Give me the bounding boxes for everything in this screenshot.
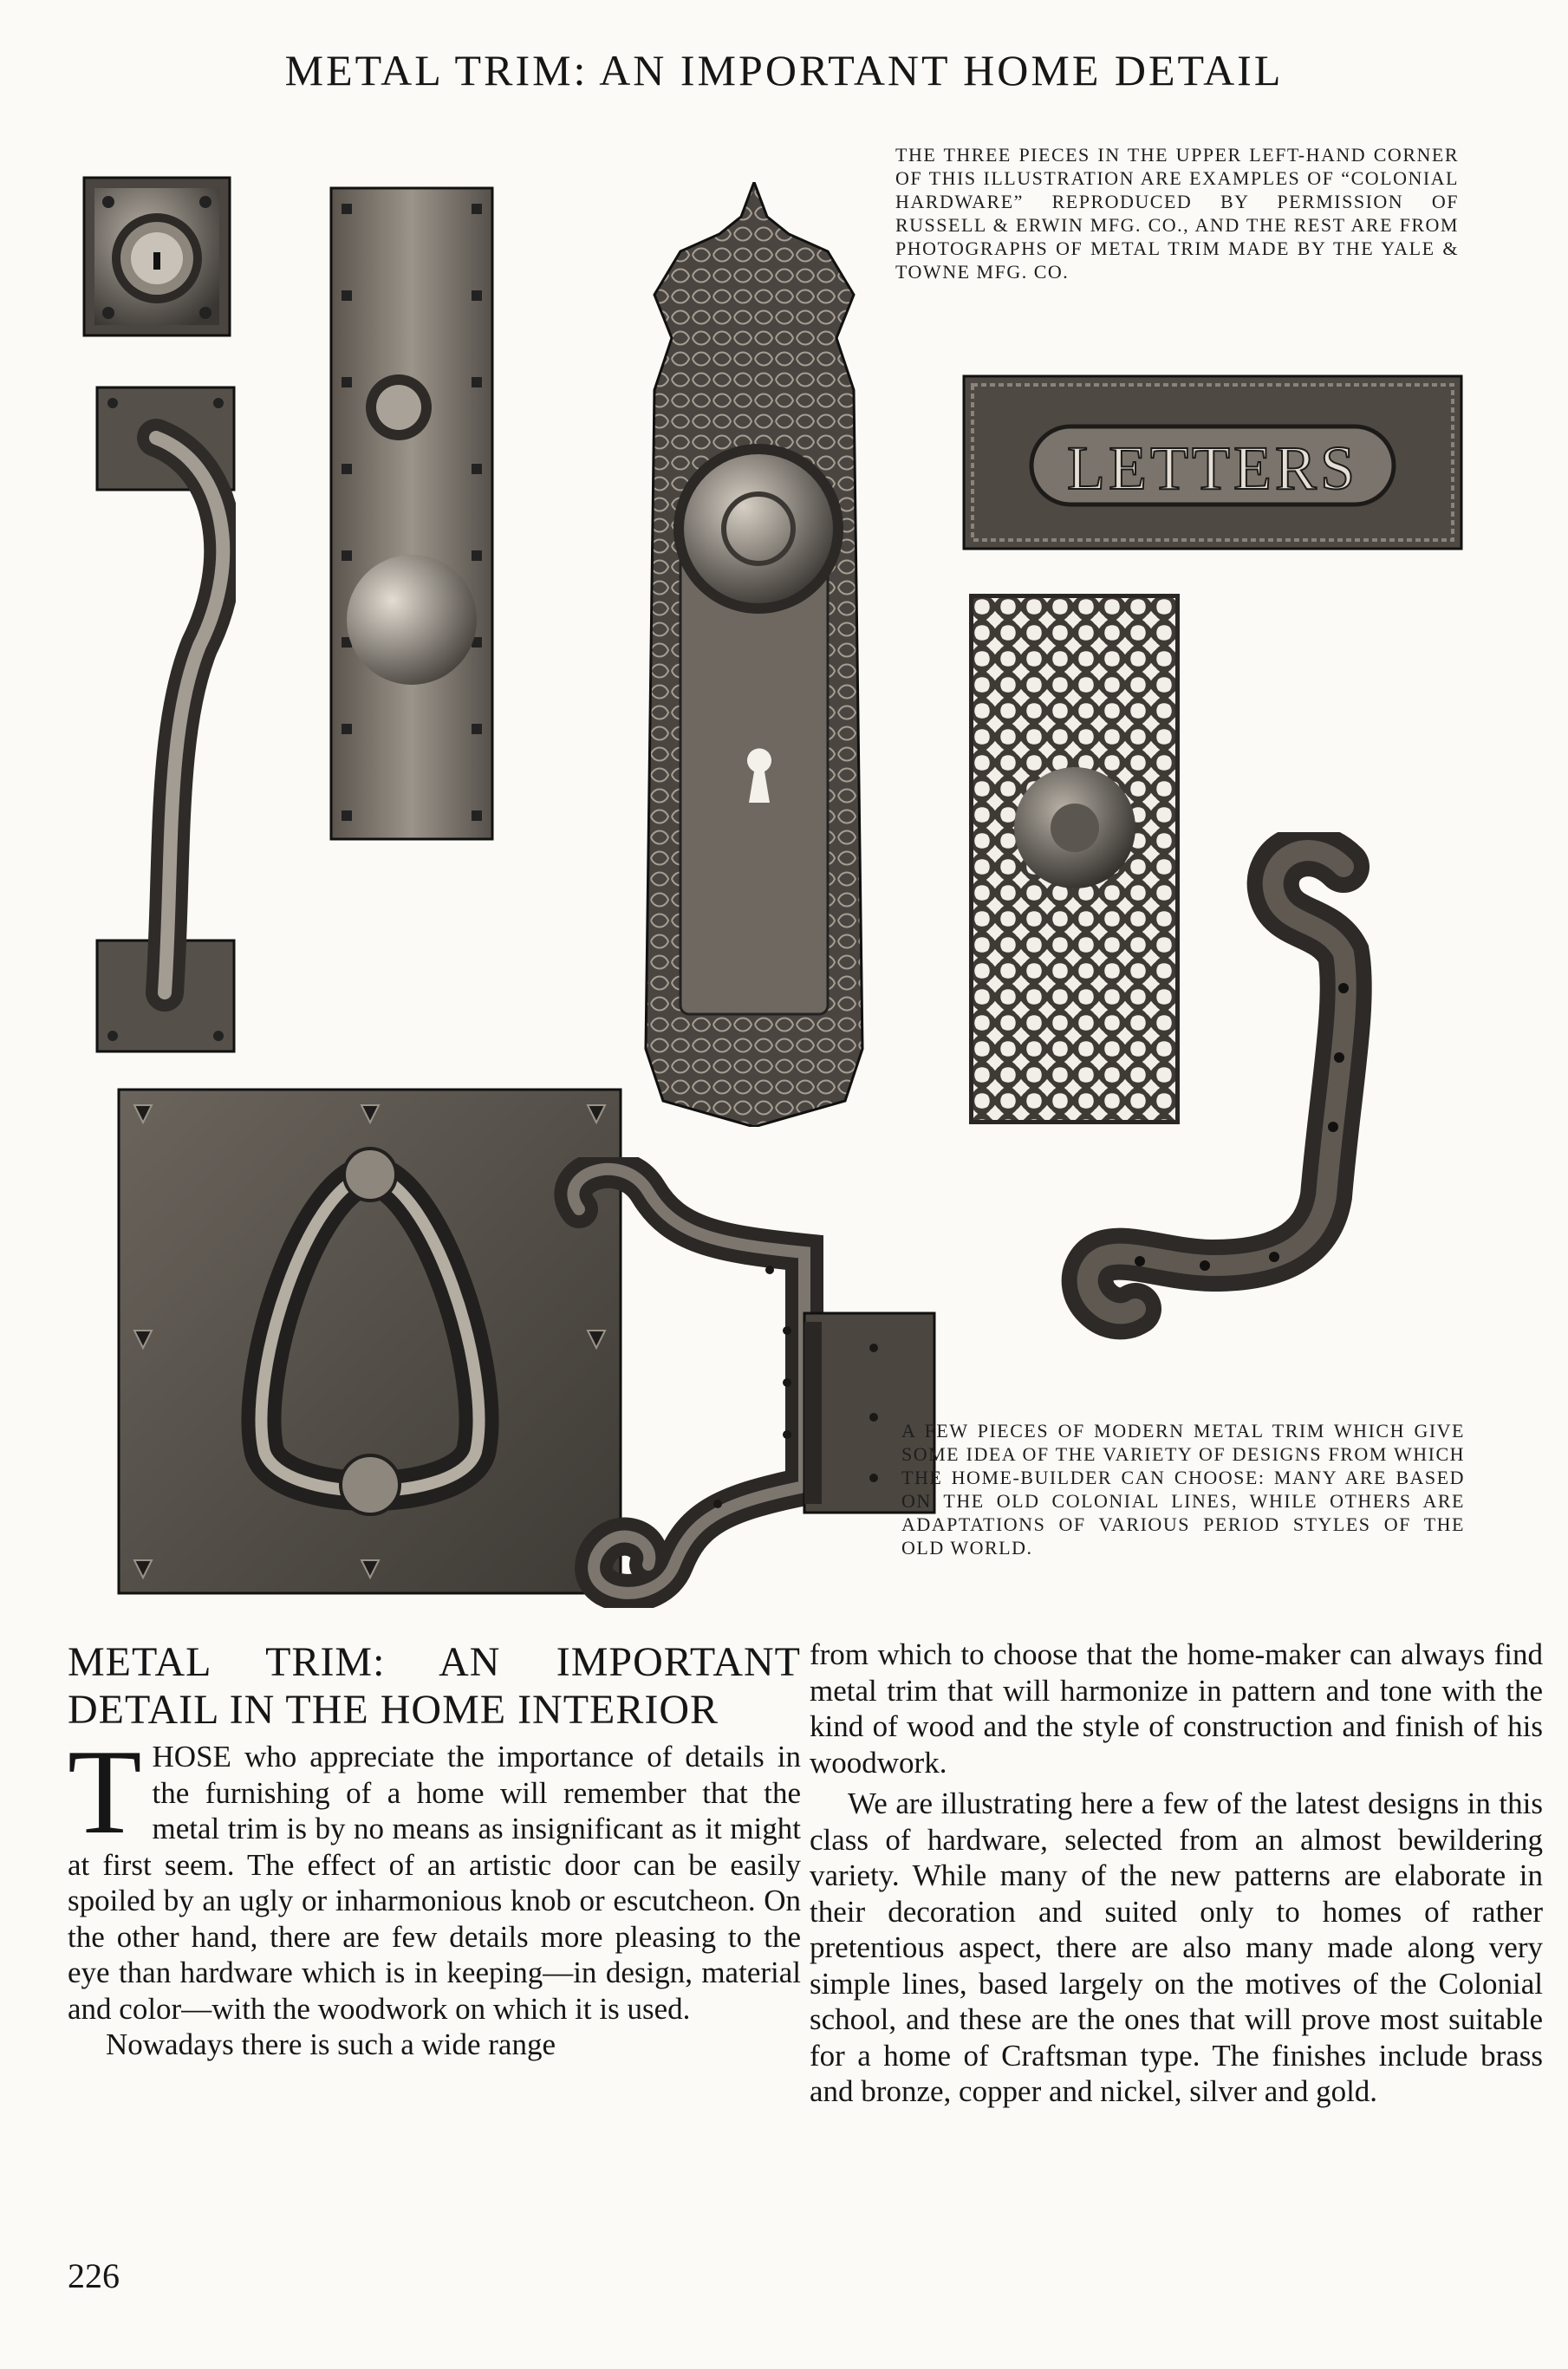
paragraph-one [68, 1725, 801, 2027]
lock-escutcheon-plate [82, 176, 231, 337]
paragraph-one-text: HOSE who appreciate the importance of details in the furnishing of a home will remember that the metal trim is by no means as insignificant as it might at first seem. The effect of an artistic door can be easily spoiled by an ugly or inharmonious knob or escutcheon. On the other hand, there are few details more pleasing to the eye than hardware which is in keeping—in design, material and color—with the woodwork on which it is used. [68, 1740, 801, 2026]
studded-door-plate-illustration [329, 186, 494, 841]
drop-cap: T [68, 1725, 142, 1859]
running-title: METAL TRIM: AN IMPORTANT HOME DETAIL [284, 46, 1284, 94]
letter-slot-illustration [962, 374, 1463, 550]
letters-label: LETTERS [1067, 433, 1358, 503]
top-caption: THE THREE PIECES IN THE UPPER LEFT-HAND CORNER OF THIS ILLUSTRATION ARE EXAMPLES OF “COLONIAL HARDWARE” REPRODUCED BY PERMISSION OF RUSSELL & ERWIN MFG. CO., AND THE REST ARE FROM PHOTOGRAPHS OF METAL TRIM MADE BY THE YALE & TOWNE MFG. CO. [895, 144, 1459, 283]
pull-handle-plate [95, 386, 236, 1053]
letter-slot-plate [962, 374, 1463, 550]
corner-bracket-plate [1057, 832, 1426, 1352]
article-left-column [68, 1638, 801, 2063]
lock-escutcheon-illustration [82, 176, 231, 337]
pull-handle-illustration [95, 386, 236, 1053]
article-right-column [810, 1637, 1543, 2110]
article-title: METAL TRIM: AN IMPORTANT DETAIL IN THE HOME INTERIOR [68, 1639, 801, 1733]
page-number: 226 [68, 2256, 120, 2295]
paragraph-three: We are illustrating here a few of the latest designs in this class of hardware, selected from an almost bewildering variety. While many of the new patterns are elaborate in their decoration and suited only to homes of rather pretentious aspect, there are also many made along very simple lines, based largely on the motives of the Colonial school, and these are the ones that will prove most suitable for a home of Craftsman type. The finishes include brass and bronze, copper and nickel, silver and gold. [810, 1787, 1543, 2108]
paragraph-two-continued: from which to choose that the home-maker can always find metal trim that will harmonize in pattern and tone with the kind of wood and the style of construction and finish of his woodwork. [810, 1637, 1543, 1780]
ornate-door-plate [628, 182, 880, 1127]
bottom-caption: A FEW PIECES OF MODERN METAL TRIM WHICH GIVE SOME IDEA OF THE VARIETY OF DESIGNS FROM WHICH THE HOME-BUILDER CAN CHOOSE: MANY ARE BASED ON THE OLD COLONIAL LINES, WHILE OTHERS ARE ADAPTATIONS OF VARIOUS PERIOD STYLES OF THE OLD WORLD. [901, 1420, 1465, 1559]
corner-bracket-illustration [1057, 832, 1426, 1352]
studded-door-plate [329, 186, 494, 841]
ornate-door-plate-illustration [628, 182, 880, 1127]
paragraph-two-start: Nowadays there is such a wide range [106, 2027, 556, 2061]
